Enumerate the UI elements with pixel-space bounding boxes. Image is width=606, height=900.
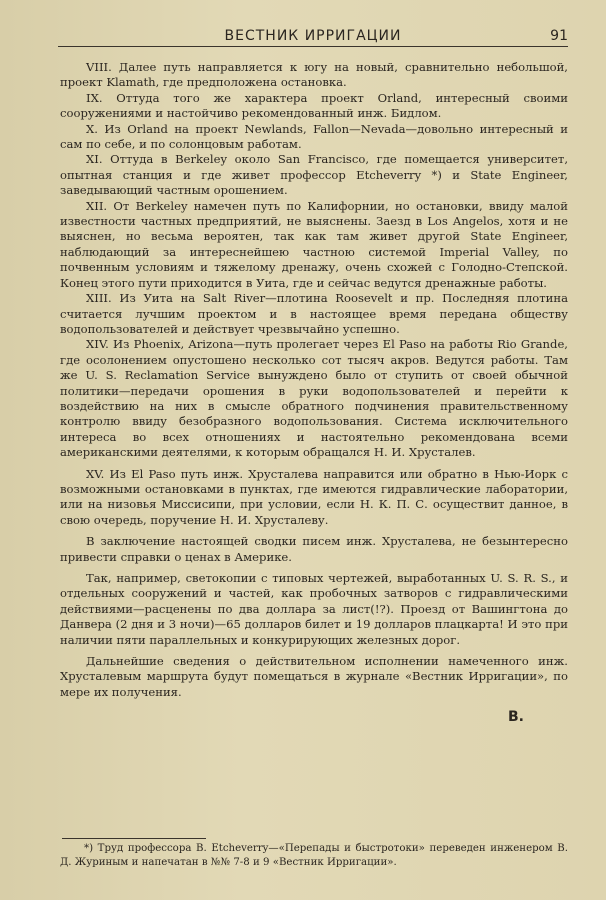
paragraph-further: Дальнейшие сведения о действительном исполнении намеченного инж. Хрусталевым маршрута будут помещаться в журнале «Вестник Ирригации», по мере их получения. bbox=[60, 654, 568, 699]
running-header bbox=[58, 24, 568, 47]
paragraph-xv: XV. Из El Paso путь инж. Хрусталева направится или обратно в Нью-Иорк с возможными остановками в пунктах, где имеются гидравлические лаборатории, или на низовья Миссисипи, при условии, если Н. К. П. С. осуществит данное, в свою очередь, поручение Н. И. Хрусталеву. bbox=[60, 466, 568, 527]
paragraph-xiii: XIII. Из Уита на Salt River—плотина Roosevelt и пр. Последняя плотина считается лучшим проектом и в настоящее время передана обществу водопользователей и действует чрезвычайно успешно. bbox=[60, 291, 568, 336]
paragraph-prices: Так, например, светокопии с типовых чертежей, выработанных U. S. R. S., и отдельных сооружений и частей, как пробочных затворов с гидравлическими действиями—расценены по два доллара за лист(!?). Проезд от Вашингтона до Данвера (2 дня и 3 ночи)—65 долларов билет и 19 долларов плацкарта! И это при наличии пяти параллельных и конкурирующих железных дорог. bbox=[60, 571, 568, 647]
footnote: *) Труд профессора В. Etcheverry—«Перепады и быстротоки» переведен инженером В. Д. Журиным и напечатан в №№ 7-8 и 9 «Вестник Ирригации». bbox=[60, 843, 568, 868]
paragraph-viii: VIII. Далее путь направляется к югу на новый, сравнительно небольшой, проект Klamath, где предположена остановка. bbox=[60, 60, 568, 90]
author-signature: В. bbox=[508, 709, 524, 725]
footnote-divider bbox=[62, 838, 206, 839]
paragraph-xi: XI. Оттуда в Berkeley около San Francisco, где помещается университет, опытная станция и где живет профессор Etcheverry *) и State Engineer, заведывающий частным орошением. bbox=[60, 152, 568, 198]
journal-title: ВЕСТНИК ИРРИГАЦИИ bbox=[224, 28, 402, 44]
paragraph-conclusion: В заключение настоящей сводки писем инж. Хрусталева, не безынтересно привести справки о ценах в Америке. bbox=[60, 534, 568, 564]
paragraph-ix: IX. Оттуда того же характера проект Orland, интересный своими сооружениями и настойчиво рекомендованный инж. Бидлом. bbox=[60, 90, 568, 121]
article-body bbox=[60, 60, 568, 700]
paragraph-x: X. Из Orland на проект Newlands, Fallon—Nevada—довольно интересный и сам по себе, и по солонцовым работам. bbox=[60, 121, 568, 152]
paragraph-xii: XII. От Berkeley намечен путь по Калифорнии, но остановки, ввиду малой известности частных предприятий, не выяснены. Заезд в Los Angelos, хотя и не выяснен, но весьма вероятен, так как там живет другой State Engineer, наблюдающий за интереснейшею частною системой Imperial Valley, по почвенным условиям и тяжелому дренажу, очень схожей с Голодно-Степской. Конец этого пути приходится в Уита, где и сейчас ведутся дренажные работы. bbox=[60, 198, 568, 290]
paragraph-xiv: XIV. Из Phoenix, Arizona—путь пролегает через El Paso на работы Rio Grande, где осолонением опустошено несколько сот тысяч акров. Ведутся работы. Там же U. S. Reclamation Service вынуждено было от ступить от своей обычной политики—передачи орошения в руки водопользователей и перейти к воздействию на них в смысле обратного подчинения правительственному контролю ввиду безобразного водопользования. Система исключительного интереса во всех отношениях и настоятельно рекомендована всеми американскими деятелями, к которым обращался Н. И. Хрусталев. bbox=[60, 337, 568, 460]
page-number: 91 bbox=[550, 28, 568, 44]
